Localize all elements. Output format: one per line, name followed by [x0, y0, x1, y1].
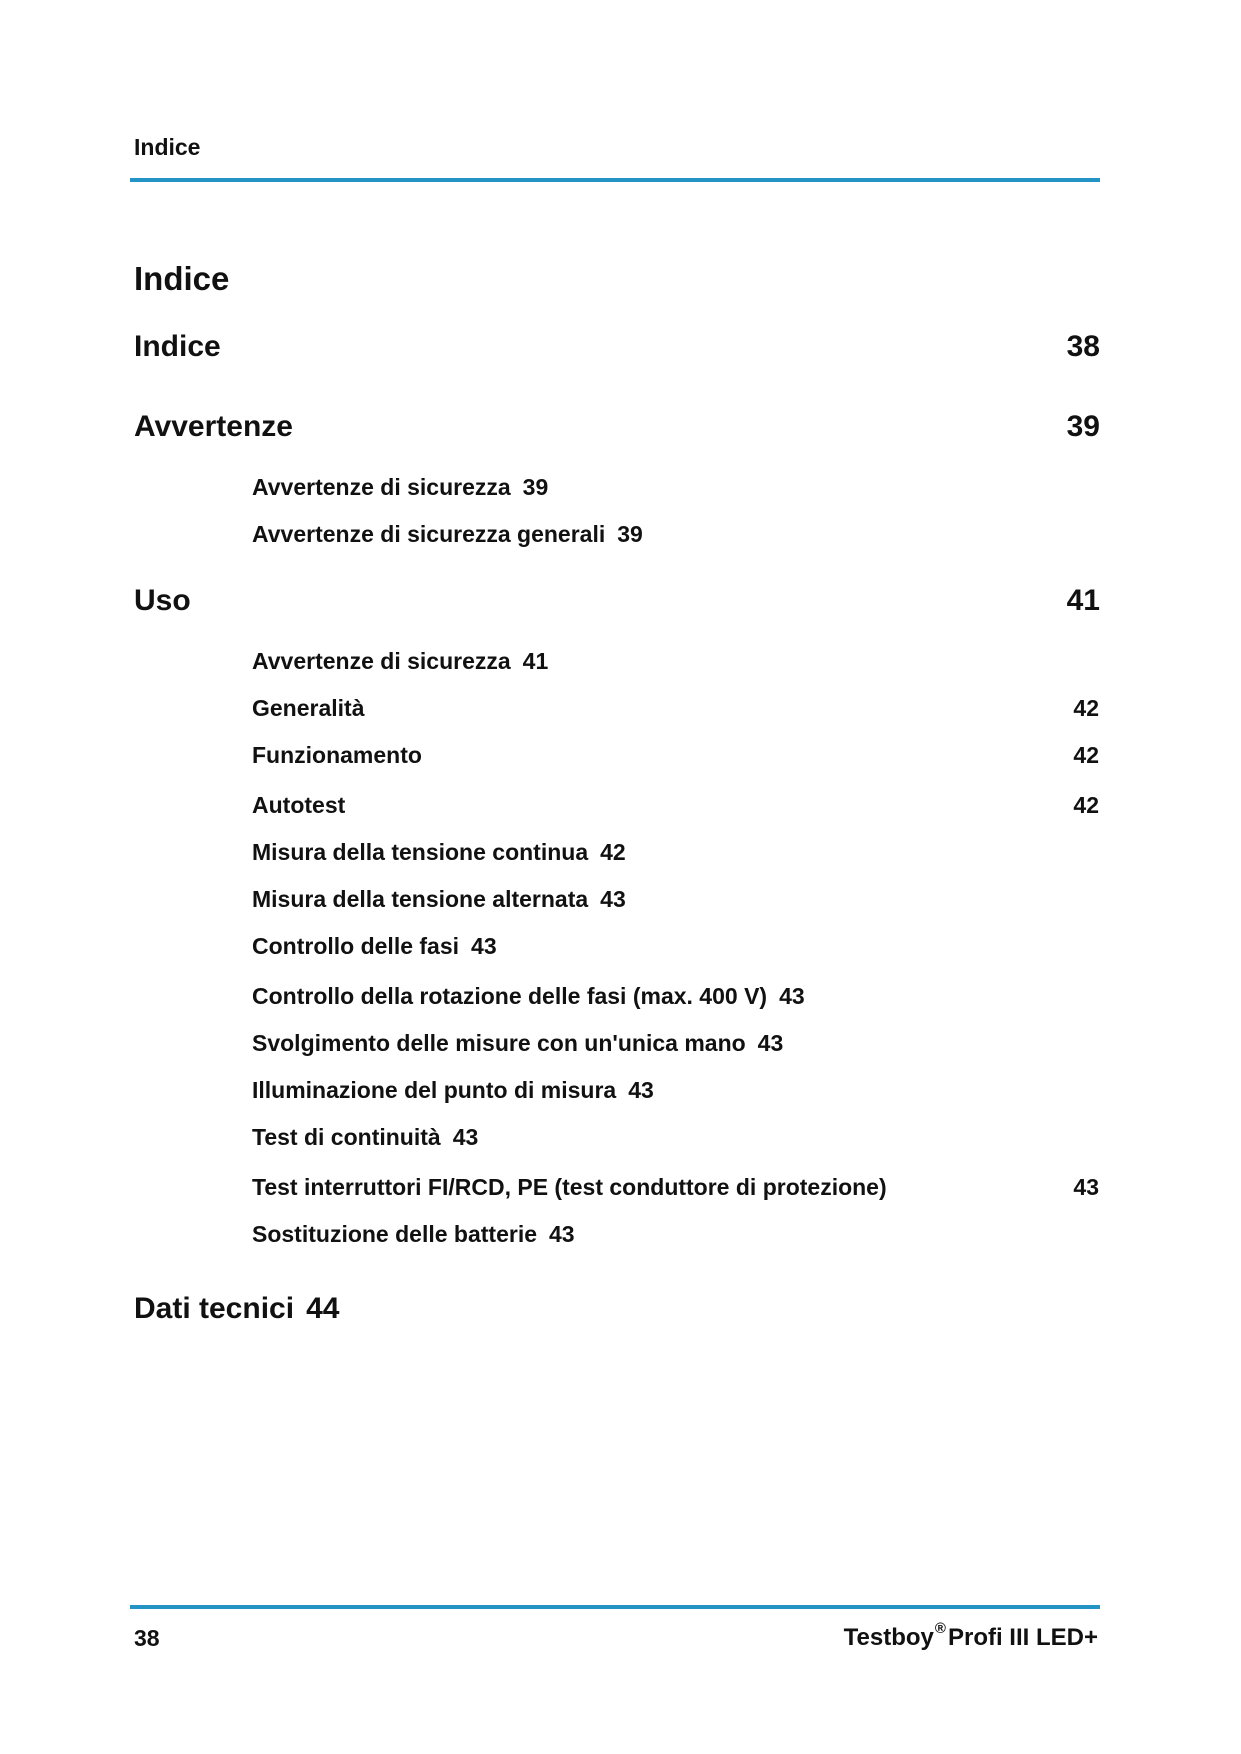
toc-entry[interactable]	[252, 1221, 575, 1248]
header-rule	[130, 178, 1100, 182]
toc-entry-title: Illuminazione del punto di misura	[252, 1077, 617, 1103]
toc-entry-title: Misura della tensione alternata	[252, 886, 589, 912]
toc-entry[interactable]	[252, 792, 345, 819]
toc-entry-page: 43	[628, 1077, 654, 1103]
footer-product-name	[843, 1620, 1098, 1652]
toc-entry-title: Avvertenze di sicurezza generali	[252, 521, 606, 547]
toc-entry-title: Controllo della rotazione delle fasi (max. 400 V)	[252, 983, 768, 1009]
toc-entry-title: Svolgimento delle misure con un'unica mano	[252, 1030, 746, 1056]
toc-entry-page: 39	[522, 474, 549, 500]
registered-mark: ®	[934, 1620, 946, 1637]
toc-entry[interactable]	[252, 1174, 887, 1201]
toc-entry-page: 43	[452, 1124, 479, 1150]
toc-entry-page: 43	[779, 983, 805, 1009]
toc-section-avvertenze[interactable]	[134, 410, 293, 444]
toc-entry[interactable]	[252, 474, 548, 501]
toc-entry-title: Autotest	[252, 792, 346, 818]
toc-section-title: Uso	[134, 584, 191, 617]
toc-section-dati-tecnici[interactable]	[134, 1292, 339, 1326]
toc-section-page: 39	[1066, 410, 1100, 443]
toc-entry-page: 43	[600, 886, 626, 912]
toc-entry[interactable]	[252, 521, 643, 548]
toc-entry[interactable]	[252, 886, 626, 913]
toc-section-title: Avvertenze	[134, 410, 293, 443]
toc-entry[interactable]	[252, 648, 548, 675]
toc-entry-page: 39	[617, 521, 643, 547]
toc-entry-title: Test interruttori FI/RCD, PE (test conduttore di protezione)	[252, 1174, 887, 1200]
footer-rule	[130, 1605, 1100, 1609]
toc-entry[interactable]	[252, 695, 365, 722]
toc-entry[interactable]	[252, 1124, 478, 1151]
toc-section-indice[interactable]	[134, 330, 221, 364]
toc-entry-page: 42	[1073, 695, 1099, 721]
toc-entry[interactable]	[252, 933, 497, 960]
toc-entry-title: Sostituzione delle batterie	[252, 1221, 537, 1247]
toc-entry-title: Generalità	[252, 695, 365, 721]
toc-entry[interactable]	[252, 742, 422, 769]
toc-section-page: 38	[1066, 330, 1100, 363]
toc-entry-title: Misura della tensione continua	[252, 839, 589, 865]
toc-entry[interactable]	[252, 839, 626, 866]
toc-entry-page: 43	[471, 933, 497, 959]
footer-model: Profi III LED+	[947, 1624, 1098, 1651]
toc-entry[interactable]	[252, 1030, 783, 1057]
toc-section-title: Indice	[134, 330, 221, 363]
toc-title: Indice	[134, 260, 230, 297]
toc-entry-page: 42	[1073, 792, 1099, 818]
footer-page-number: 38	[134, 1625, 160, 1651]
toc-entry-page: 42	[1073, 742, 1099, 768]
toc-section-page: 41	[1066, 584, 1100, 617]
toc-section-page: 44	[306, 1292, 340, 1325]
footer-brand: Testboy	[843, 1624, 934, 1651]
toc-section-title: Dati tecnici	[134, 1292, 295, 1325]
toc-entry-title: Controllo delle fasi	[252, 933, 460, 959]
toc-entry-page: 42	[600, 839, 626, 865]
toc-entry-page: 41	[522, 648, 549, 674]
toc-section-uso[interactable]	[134, 584, 191, 618]
toc-entry-title: Avvertenze di sicurezza	[252, 474, 511, 500]
toc-entry-page: 43	[1073, 1174, 1099, 1200]
toc-entry-title: Funzionamento	[252, 742, 422, 768]
toc-entry-page: 43	[549, 1221, 575, 1247]
toc-entry-title: Test di continuità	[252, 1124, 441, 1150]
toc-entry-title: Avvertenze di sicurezza	[252, 648, 511, 674]
toc-entry[interactable]	[252, 1077, 654, 1104]
toc-entry[interactable]	[252, 983, 805, 1010]
running-header: Indice	[134, 134, 201, 160]
toc-entry-page: 43	[757, 1030, 784, 1056]
